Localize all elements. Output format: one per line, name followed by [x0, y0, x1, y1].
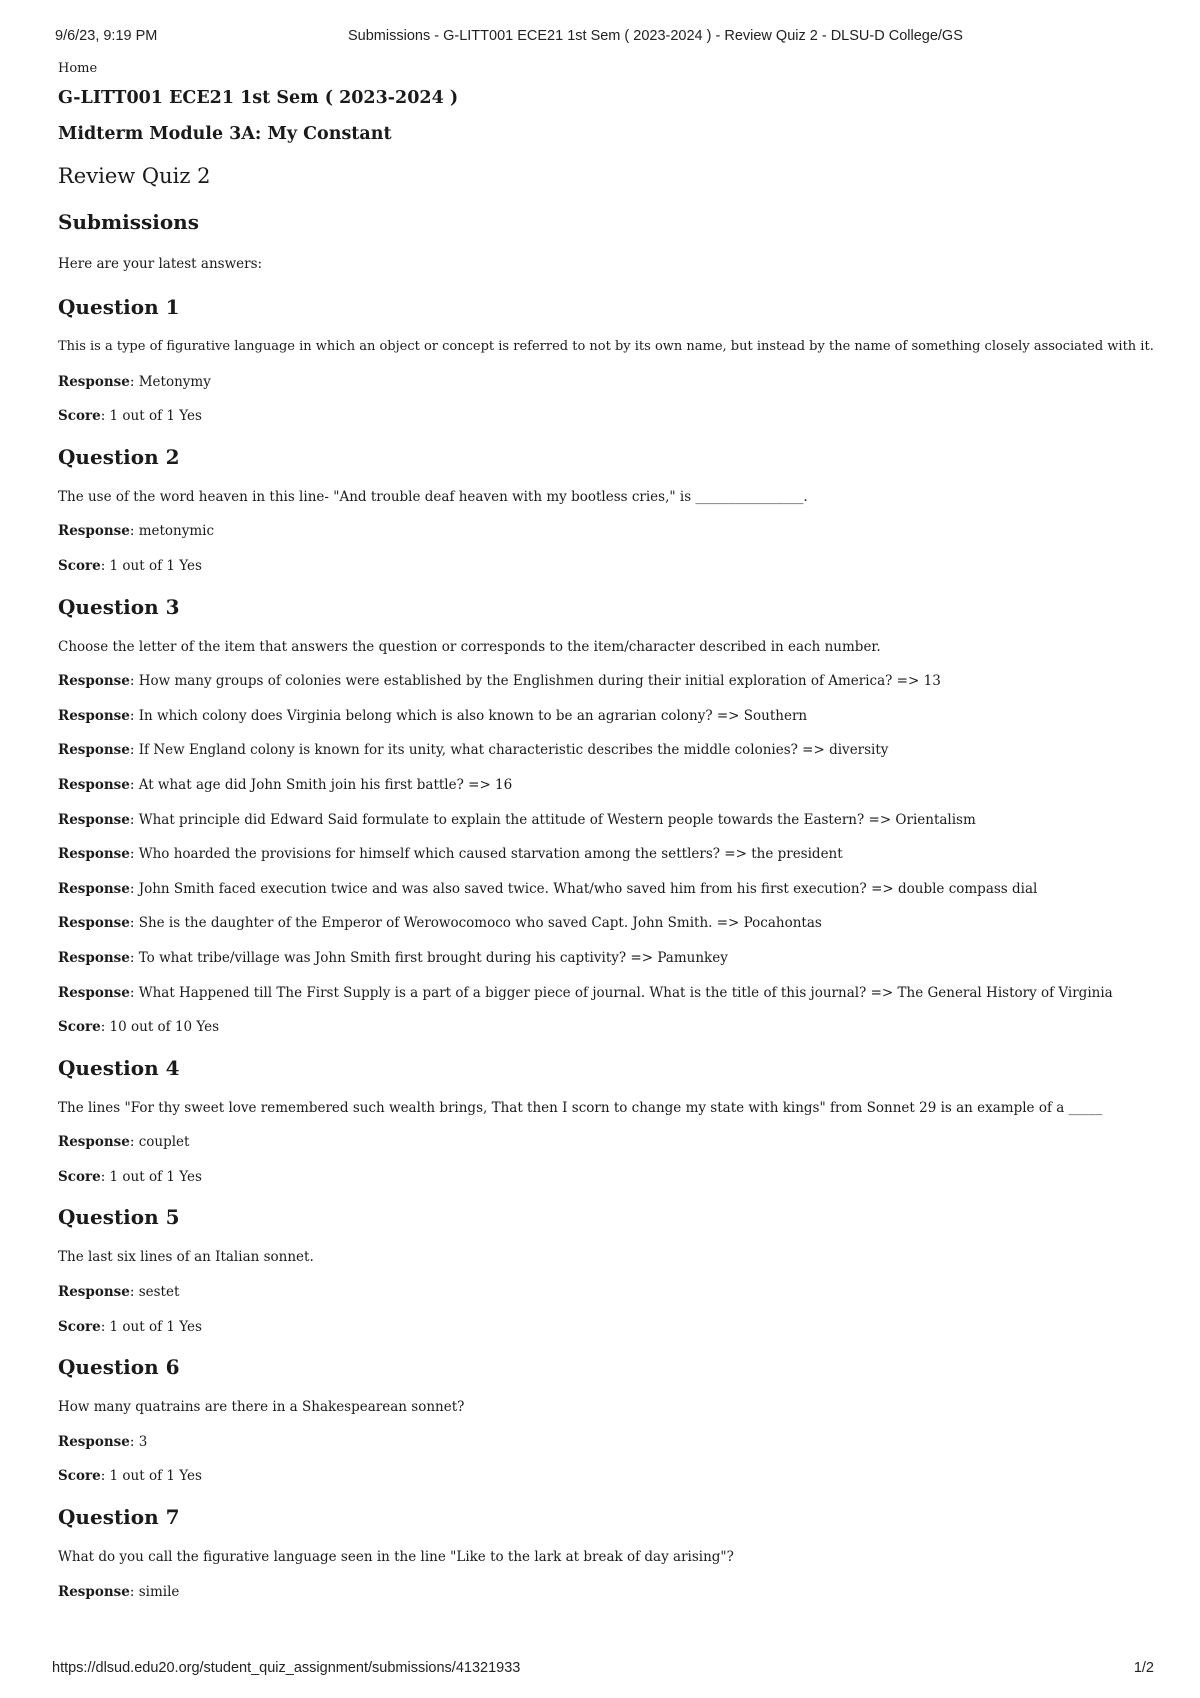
question-block — [58, 434, 1168, 584]
print-page-number: 1/2 — [1133, 1660, 1154, 1676]
question-text: Choose the letter of the item that answers the question or corresponds to the item/character described in each number. — [58, 638, 881, 655]
question-title: Question 1 — [58, 295, 180, 319]
print-url: https://dlsud.edu20.org/student_quiz_assignment/submissions/41321933 — [52, 1660, 521, 1676]
print-footer — [0, 1660, 1200, 1682]
response-value: How many groups of colonies were established by the Englishmen during their initial exploration of America? => 13 — [138, 673, 941, 690]
response-line: Response: sestet — [58, 1284, 180, 1301]
response-value: metonymic — [138, 523, 215, 540]
response-value: Who hoarded the provisions for himself which caused starvation among the settlers? => the president — [138, 846, 843, 863]
response-value: simile — [138, 1583, 180, 1600]
question-text: How many quatrains are there in a Shakespearean sonnet? — [58, 1399, 465, 1416]
response-line: Response: If New England colony is known for its unity, what characteristic describes the middle colonies? => diversity — [58, 742, 889, 759]
response-line: Response: Who hoarded the provisions for himself which caused starvation among the settlers? => the president — [58, 846, 843, 863]
question-block — [58, 584, 1168, 1045]
response-line: Response: How many groups of colonies were established by the Englishmen during their initial exploration of America? => 13 — [58, 673, 941, 690]
score-value: 1 out of 1 Yes — [109, 557, 202, 574]
question-block — [58, 284, 1168, 434]
response-line: Response: John Smith faced execution twice and was also saved twice. What/who saved him from his first execution? => double compass dial — [58, 880, 1038, 897]
response-value: What principle did Edward Said formulate to explain the attitude of Western people towards the Eastern? => Orientalism — [138, 811, 976, 828]
course-title: G-LITT001 ECE21 1st Sem ( 2023-2024 ) — [58, 88, 459, 108]
response-label: Response — [58, 915, 130, 932]
print-datetime: 9/6/23, 9:19 PM — [55, 28, 158, 44]
response-value: If New England colony is known for its unity, what characteristic describes the middle colonies? => diversity — [138, 742, 889, 759]
response-value: She is the daughter of the Emperor of Werowocomoco who saved Capt. John Smith. => Pocahontas — [138, 915, 822, 932]
response-line: Response: 3 — [58, 1433, 148, 1450]
question-text: This is a type of figurative language in which an object or concept is referred to not by its own name, but instead by the name of something closely associated with it. — [58, 339, 1154, 354]
response-value: In which colony does Virginia belong which is also known to be an agrarian colony? => Southern — [138, 707, 808, 724]
question-title: Question 5 — [58, 1205, 180, 1230]
response-line: Response: At what age did John Smith join his first battle? => 16 — [58, 776, 513, 793]
response-value: couplet — [138, 1134, 190, 1151]
intro-text: Here are your latest answers: — [58, 256, 263, 272]
response-line: Response: In which colony does Virginia belong which is also known to be an agrarian colony? => Southern — [58, 707, 808, 724]
question-title: Question 4 — [58, 1055, 180, 1080]
question-block — [58, 1494, 1168, 1609]
question-title: Question 7 — [58, 1505, 180, 1530]
score-value: 1 out of 1 Yes — [109, 1468, 202, 1485]
response-line: Response: metonymic — [58, 523, 215, 540]
submissions-heading: Submissions — [58, 210, 199, 234]
response-line: Response: couplet — [58, 1134, 190, 1151]
quiz-title: Review Quiz 2 — [58, 164, 211, 188]
print-page-title: Submissions - G-LITT001 ECE21 1st Sem ( 2023-2024 ) - Review Quiz 2 - DLSU-D College/GS — [348, 28, 963, 44]
question-text: What do you call the figurative language seen in the line "Like to the lark at break of day arising"? — [58, 1549, 734, 1566]
response-label: Response — [58, 1284, 130, 1301]
question-block — [58, 1045, 1168, 1195]
response-value: To what tribe/village was John Smith first brought during his captivity? => Pamunkey — [138, 949, 728, 966]
response-value: What Happened till The First Supply is a part of a bigger piece of journal. What is the title of this journal? => The General History of Virginia — [138, 984, 1113, 1001]
response-label: Response — [58, 811, 130, 828]
response-label: Response — [58, 984, 130, 1001]
page-content — [58, 58, 1168, 1609]
score-line: Score: 10 out of 10 Yes — [58, 1019, 220, 1036]
score-label: Score — [58, 1468, 101, 1485]
score-line: Score: 1 out of 1 Yes — [58, 1318, 202, 1335]
response-label: Response — [58, 949, 130, 966]
response-line: Response: What Happened till The First Supply is a part of a bigger piece of journal. What is the title of this journal? => The General History of Virginia — [58, 984, 1113, 1001]
score-value: 1 out of 1 Yes — [109, 408, 202, 425]
score-label: Score — [58, 1318, 101, 1335]
score-value: 10 out of 10 Yes — [109, 1019, 220, 1036]
breadcrumb-home-link[interactable]: Home — [58, 61, 98, 76]
score-label: Score — [58, 408, 101, 425]
response-label: Response — [58, 742, 130, 759]
score-line: Score: 1 out of 1 Yes — [58, 1468, 202, 1485]
response-label: Response — [58, 373, 130, 390]
response-label: Response — [58, 523, 130, 540]
question-text: The use of the word heaven in this line- "And trouble deaf heaven with my bootless cries," is ________________. — [58, 488, 808, 505]
score-label: Score — [58, 1168, 101, 1185]
question-block — [58, 1194, 1168, 1344]
question-list — [58, 284, 1168, 1609]
question-text: The last six lines of an Italian sonnet. — [58, 1249, 314, 1266]
module-title: Midterm Module 3A: My Constant — [58, 124, 392, 144]
response-label: Response — [58, 1134, 130, 1151]
score-line: Score: 1 out of 1 Yes — [58, 1168, 202, 1185]
print-header — [0, 28, 1200, 50]
response-value: Metonymy — [138, 373, 211, 390]
question-title: Question 6 — [58, 1355, 180, 1380]
response-value: John Smith faced execution twice and was also saved twice. What/who saved him from his first execution? => double compass dial — [138, 880, 1038, 897]
question-block — [58, 1344, 1168, 1494]
response-label: Response — [58, 880, 130, 897]
score-line: Score: 1 out of 1 Yes — [58, 408, 202, 425]
response-label: Response — [58, 776, 130, 793]
response-line: Response: She is the daughter of the Emperor of Werowocomoco who saved Capt. John Smith. => Pocahontas — [58, 915, 822, 932]
score-value: 1 out of 1 Yes — [109, 1168, 202, 1185]
response-value: At what age did John Smith join his first battle? => 16 — [138, 776, 513, 793]
response-value: sestet — [138, 1284, 180, 1301]
score-value: 1 out of 1 Yes — [109, 1318, 202, 1335]
score-label: Score — [58, 1019, 101, 1036]
question-text: The lines "For thy sweet love remembered such wealth brings, That then I scorn to change my state with kings" from Sonnet 29 is an example of a _____ — [58, 1099, 1103, 1116]
response-label: Response — [58, 1433, 130, 1450]
response-line: Response: What principle did Edward Said formulate to explain the attitude of Western people towards the Eastern? => Orientalism — [58, 811, 976, 828]
question-title: Question 3 — [58, 594, 180, 619]
response-label: Response — [58, 673, 130, 690]
response-line: Response: simile — [58, 1583, 180, 1600]
score-line: Score: 1 out of 1 Yes — [58, 557, 202, 574]
response-label: Response — [58, 846, 130, 863]
score-label: Score — [58, 557, 101, 574]
response-value: 3 — [138, 1433, 148, 1450]
response-label: Response — [58, 1583, 130, 1600]
response-label: Response — [58, 707, 130, 724]
question-title: Question 2 — [58, 444, 180, 469]
response-line: Response: Metonymy — [58, 373, 211, 390]
response-line: Response: To what tribe/village was John Smith first brought during his captivity? => Pamunkey — [58, 949, 728, 966]
